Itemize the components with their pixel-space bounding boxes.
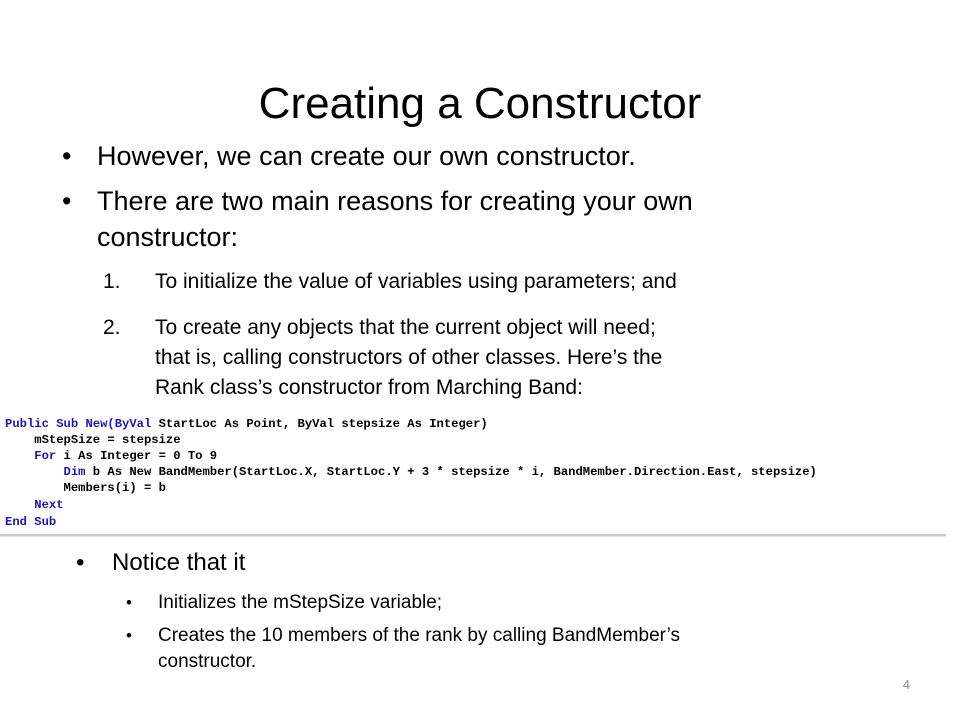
bullet-text: There are two main reasons for creating your own	[97, 186, 693, 216]
code-line: mStepSize = stepsize	[5, 433, 181, 447]
code-line: For i As Integer = 0 To 9	[5, 449, 218, 463]
bullet-icon: •	[62, 186, 72, 216]
code-line: End Sub	[5, 515, 57, 529]
bullet-icon: •	[126, 626, 132, 645]
bullet-text: constructor:	[97, 222, 239, 252]
code-line: Public Sub New(ByVal StartLoc As Point, ByVal stepsize As Integer)	[5, 417, 488, 431]
code-line: Dim b As New BandMember(StartLoc.X, StartLoc.Y + 3 * stepsize * i, BandMember.Direction.East, stepsize)	[5, 465, 817, 479]
numbered-text: To initialize the value of variables using parameters; and	[155, 270, 677, 293]
bullet-icon: •	[76, 549, 85, 576]
item-number: 1.	[103, 270, 121, 293]
bullet-icon: •	[62, 141, 72, 171]
notice-text: Notice that it	[112, 549, 246, 576]
sub-bullet-text: constructor.	[158, 651, 257, 672]
sub-bullet-text: Creates the 10 members of the rank by calling BandMember’s	[158, 625, 681, 646]
numbered-text: To create any objects that the current object will need;	[155, 316, 656, 339]
sub-bullet-text: Initializes the mStepSize variable;	[158, 592, 443, 613]
code-line: Next	[5, 498, 64, 512]
item-number: 2.	[103, 316, 121, 339]
bullet-text: However, we can create our own constructor.	[97, 141, 636, 171]
code-line: Members(i) = b	[5, 481, 166, 495]
bullet-icon: •	[126, 593, 132, 612]
numbered-text: that is, calling constructors of other classes. Here’s the	[155, 346, 663, 369]
code-snippet	[0, 412, 946, 536]
slide-title: Creating a Constructor	[258, 79, 702, 128]
page-number: 4	[902, 677, 910, 692]
numbered-text: Rank class’s constructor from Marching Band:	[155, 376, 583, 399]
